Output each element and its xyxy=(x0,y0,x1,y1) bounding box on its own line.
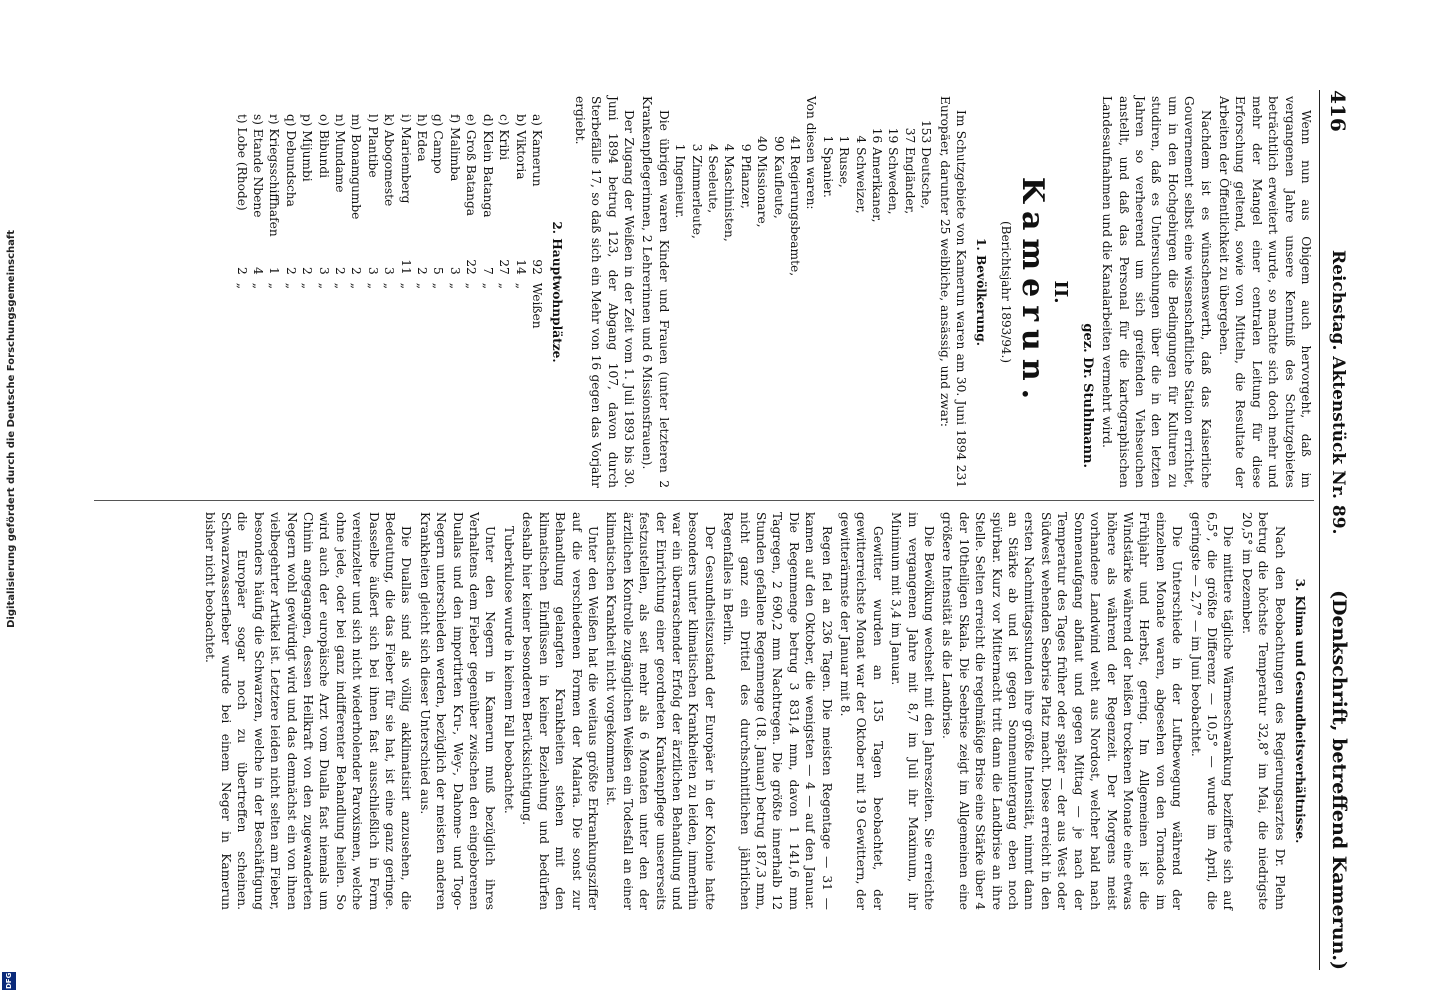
place-name: i) Mariemberg xyxy=(398,114,413,204)
place-name: p) Mijumbi xyxy=(300,114,315,182)
table-row xyxy=(348,110,364,333)
paragraph: Tuberkulose wurde in keinem Fall beobachtet. xyxy=(501,526,516,814)
paragraph: Gewitter wurden an 135 Tagen beobachtet, der gewitterreichste Monat war der Oktober mit 19 Gewittern, der gewitterärmste der Januar mit 8. xyxy=(838,512,885,910)
place-name: c) Kribi xyxy=(497,114,512,160)
place-unit: „ xyxy=(365,282,380,290)
list-item: 153 Deutsche, xyxy=(919,120,934,209)
list-item: 1 Ingenieur. xyxy=(673,136,688,219)
paragraph: Der Gesundheitszustand der Europäer in der Kolonie hatte besonders unter klimatischen Krankheiten zu leiden, immerhin war ein überraschender Erfolg der ärztlichen Behandlung und der Einrichtung einer geordneten Krankenpflege unsererseits festzustellen, als seit mehr als 6 Monaten unter den der ärztlichen Kontrolle zugänglichen Weißen ein Todesfall an einer klimatischen Krankheit nicht vorgekommen ist. xyxy=(604,512,717,910)
paragraph: Nachdem ist es wünschenswerth, daß das Kaiserliche Gouvernement selbst eine wissenschaftliche Station errichtet, um in den Hochgebirgen die Bedingungen für Kulturen zu studiren, daß es Untersuchungen über die in den letzten Jahren so verheerend um sich greifenden Viehseuchen anstellt, und daß das Personal für die kartographischen Landesaufnahmen und die Kanalarbeiten vermehrt wird. xyxy=(1100,96,1213,488)
place-count: 22 xyxy=(464,259,479,275)
table-row xyxy=(233,110,249,333)
place-count: 27 xyxy=(497,259,512,275)
table-row xyxy=(299,110,315,333)
place-count: 2 xyxy=(333,266,348,275)
table-row xyxy=(315,110,331,333)
place-count: 7 xyxy=(480,266,495,275)
place-name: k) Abogomeste xyxy=(382,114,397,207)
place-count: 14 xyxy=(513,259,528,275)
table-row xyxy=(463,110,479,333)
place-name: g) Campo xyxy=(431,114,446,174)
place-unit: „ xyxy=(447,282,462,290)
paragraph: Nach den Beobachtungen des Regierungsarztes Dr. Plehn betrug die höchste Temperatur 32,8° im Mai, die niedrigste 20,5° im Dezember. xyxy=(1239,512,1287,910)
page-number: 416 xyxy=(1326,90,1350,132)
page-header xyxy=(1319,90,1354,970)
signature: gez. Dr. Stuhlmann. xyxy=(1079,323,1095,468)
table-row xyxy=(332,110,348,333)
place-count: 1 xyxy=(267,266,282,275)
list-item: 4 Maschinisten, xyxy=(722,136,737,242)
place-name: e) Groß Batanga xyxy=(464,114,479,217)
list-item: 1 Russe, xyxy=(837,120,852,188)
place-unit: „ xyxy=(464,282,479,290)
list-item: 19 Schweden, xyxy=(886,120,901,215)
place-count: 92 xyxy=(529,259,544,275)
right-column xyxy=(199,512,1314,910)
place-unit: „ xyxy=(283,282,298,290)
place-name: l) Plantibe xyxy=(365,114,380,178)
place-unit: „ xyxy=(415,282,430,290)
place-name: o) Bibundi xyxy=(316,114,331,179)
list-item: 16 Amerikaner, xyxy=(870,120,885,223)
paragraph: Die übrigen waren Kinder und Frauen (unter letzteren 2 Krankenpflegerinnen, 2 Lehrerinnen und 6 Missionsfrauen). xyxy=(640,96,671,488)
table-row xyxy=(414,110,430,333)
place-name: q) Debundscha xyxy=(283,114,298,207)
list-item: 4 Seeleute, xyxy=(706,136,720,214)
place-unit: „ xyxy=(300,282,315,290)
nationality-list xyxy=(819,120,934,488)
place-name: b) Viktoria xyxy=(513,114,528,180)
place-name: f) Malimba xyxy=(447,114,462,182)
place-name: r) Kriegsschiffhafen xyxy=(267,114,282,237)
paragraph: Der Zugang der Weißen in der Zeit vom 1. Juli 1893 bis 30. Juni 1894 betrug 123, der Abgang 107, davon durch Sterbefälle 17, so daß sich ein Mehr von 16 gegen das Vorjahr ergiebt. xyxy=(572,96,636,488)
place-count: 2 xyxy=(283,266,298,275)
paragraph: Regen fiel an 236 Tagen. Die meisten Regentage — 31 — kamen auf den Oktober, die wenigsten — 4 — auf den Januar. Die Regenmenge betrug 3 831,4 mm, davon 1 141,6 mm Tagregen, 2 690,2 mm Nachtregen. Die größte innerhalb 12 Stunden gefallene Regenmenge (18. Januar) betrug 187,3 mm, nicht ganz ein Drittel des durchschnittlichen jährlichen Regenfalles in Berlin. xyxy=(721,512,834,910)
section-heading: 1. Bevölkerung. xyxy=(974,238,989,346)
chapter-title: Kamerun. xyxy=(1014,176,1050,408)
list-item: 41 Regierungsbeamte, xyxy=(788,136,803,277)
place-count: 2 xyxy=(234,266,249,275)
publication-title: Reichstag. Aktenstück Nr. 89. xyxy=(1328,250,1348,535)
place-count: 3 xyxy=(365,266,380,275)
place-unit: „ xyxy=(398,282,413,290)
table-row xyxy=(364,110,380,333)
list-item: 4 Schweizer, xyxy=(853,120,868,214)
table-row xyxy=(282,110,298,333)
places-table xyxy=(233,110,545,333)
place-count: 5 xyxy=(431,266,446,275)
place-count: 3 xyxy=(316,266,331,275)
list-item: 40 Missionare, xyxy=(755,136,770,228)
paragraph: Im Schutzgebiete von Kamerun waren am 30. Juni 1894 231 Europäer, darunter 25 weibliche, ansässig, und zwar: xyxy=(937,96,969,488)
place-unit: „ xyxy=(267,282,282,290)
section-heading: 3. Klima und Gesundheitsverhältnisse. xyxy=(1293,578,1307,844)
place-unit: „ xyxy=(497,282,512,290)
digitization-note: Digitalisierung gefördert durch die Deutsche Forschungsgemeinschaft xyxy=(6,230,17,628)
section-heading: 2. Hauptwohnplätze. xyxy=(550,221,565,363)
place-unit: „ xyxy=(480,282,495,290)
list-item: 90 Kaufleute, xyxy=(771,136,786,219)
table-row xyxy=(496,110,512,333)
place-name: a) Kamerun xyxy=(529,114,544,187)
paragraph: Die Unterschiede in der Luftbewegung während der einzelnen Monate waren, abgesehen von den Tornados im Frühjahr und Herbst, gering. Im Allgemeinen ist die Windstärke während der heißen trockenen Monate eine etwas höhere als während der Regenzeit. Der Morgens meist vorhandene Landwind weht aus Nordost, welcher bald nach Sonnenaufgang abflaut und gegen Mittag — je nach der Temperatur des Tages früher oder später — der aus West oder Südwest wehenden Seebrise Platz macht. Diese erreicht in den ersten Nachmittagsstunden ihre größte Intensität, nimmt dann an Stärke ab und ist gegen Sonnenuntergang eben noch spürbar. Kurz vor Mitternacht tritt dann die Landbrise an ihre Stelle. Selten erreicht die regelmäßige Brise eine Stärke über 4 der 10theiligen Skala. Die Seebrise zeigt im Allgemeinen eine größere Intensität als die Landbrise. xyxy=(940,512,1185,910)
place-unit: „ xyxy=(431,282,446,290)
place-unit: „ xyxy=(234,282,249,290)
left-column xyxy=(233,96,1314,488)
dfg-logo: DFG xyxy=(2,972,16,990)
list-item: 9 Pflanzer, xyxy=(738,136,753,209)
running-title: (Denkschrift, betreffend Kamerun.) xyxy=(1328,590,1350,970)
column-divider xyxy=(94,500,1314,501)
chapter-number: II. xyxy=(1050,280,1072,304)
occupation-list xyxy=(672,136,803,488)
table-row xyxy=(266,110,282,333)
place-unit: „ xyxy=(382,282,397,290)
table-row xyxy=(397,110,413,333)
table-row xyxy=(447,110,463,333)
table-row xyxy=(250,110,266,333)
table-row xyxy=(381,110,397,333)
place-name: h) Edea xyxy=(415,114,430,162)
paragraph: Die Duallas sind als völlig akklimatisirt anzusehen, die Bedeutung, die das Fieber für sie hat, ist eine ganz geringe. Dasselbe äußert sich bei ihnen fast ausschließlich in Form vereinzelter und sich nicht wiederholender Paroxismen, welche ohne jede, oder bei ganz indifferenter Behandlung heilen. So wird auch der europäische Arzt vom Dualla fast niemals um Chinin angegangen, dessen Heilkraft von den zugewanderten Negern wohl gewürdigt wird und das demnächst ein von ihnen vielbegehrter Artikel ist. Letztere leiden nicht selten am Fieber, besonders häufig die Schwarzen, welche in der Beschäftigung die Europäer sogar noch zu übertreffen scheinen. Schwarzwasserfieber wurde bei einem Neger in Kamerun bisher nicht beobachtet. xyxy=(202,512,414,910)
list-item: 37 Engländer, xyxy=(902,120,917,215)
paragraph: Die Bewölkung wechselt mit den Jahreszeiten. Sie erreichte im vergangenen Jahre mit 8,7 im Juli ihr Maximum, ihr Minimum mit 3,4 im Januar. xyxy=(889,512,937,910)
paragraph: Unter den Negern in Kamerun muß bezüglich ihres Verhaltens dem Fieber gegenüber zwischen den eingeborenen Duallas und den importirten Kru-, Wey-, Dahome- und Togo-Negern unterschieden werden, bezüglich der meisten anderen Krankheiten gleicht sich dieser Unterschied aus. xyxy=(417,512,498,910)
table-row xyxy=(529,110,545,333)
place-unit: „ xyxy=(316,282,331,290)
place-count: 3 xyxy=(382,266,397,275)
place-count: 11 xyxy=(398,259,413,275)
list-item: 1 Spanier. xyxy=(820,120,835,198)
paragraph: Die mittlere tägliche Wärmeschwankung bezifferte sich auf 6,5°, die größte Differenz — 10,5° — wurde im April, die geringste — 2,7° — im Juni beobachtet. xyxy=(1188,512,1236,910)
place-unit: Weißen xyxy=(529,282,544,329)
place-name: n) Mundame xyxy=(333,114,348,193)
occupations-intro: Von diesen waren: xyxy=(804,96,819,210)
table-row xyxy=(430,110,446,333)
place-count: 2 xyxy=(415,266,430,275)
place-unit: „ xyxy=(251,282,266,290)
table-row xyxy=(479,110,495,333)
place-name: m) Bonamgumbe xyxy=(349,114,364,220)
place-name: t) Lobe (Rhode) xyxy=(234,114,249,211)
place-name: s) Etande Nbene xyxy=(251,114,266,218)
place-count: 3 xyxy=(447,266,462,275)
paragraph: Unter den Weißen hat die weitaus größte Erkrankungsziffer auf die verschiedenen Formen der Malaria. Die sonst zur Behandlung gelangten Krankheiten stehen mit den klimatischen Einflüssen in keiner Beziehung und bedürfen deshalb hier keiner besonderen Berücksichtigung. xyxy=(520,512,600,910)
place-unit: „ xyxy=(513,282,528,290)
place-count: 4 xyxy=(251,266,266,275)
paragraph: Wenn nun aus Obigem auch hervorgeht, daß im vergangenen Jahre unsere Kenntniß des Schutzgebietes beträchtlich erweitert wurde, so machte sich doch mehr und mehr der Mangel einer centralen Leitung für diese Erforschung geltend, sowie von Mitteln, die Resultate der Arbeiten der Öffentlichkeit zu übergeben. xyxy=(1216,96,1313,488)
place-count: 2 xyxy=(349,266,364,275)
chapter-subtitle: (Berichtsjahr 1893/94.) xyxy=(998,220,1013,364)
place-name: d) Klein Batanga xyxy=(480,114,495,218)
place-unit: „ xyxy=(333,282,348,290)
table-row xyxy=(512,110,528,333)
list-item: 3 Zimmerleute, xyxy=(689,136,704,239)
place-count: 2 xyxy=(300,266,315,275)
place-unit: „ xyxy=(349,282,364,290)
